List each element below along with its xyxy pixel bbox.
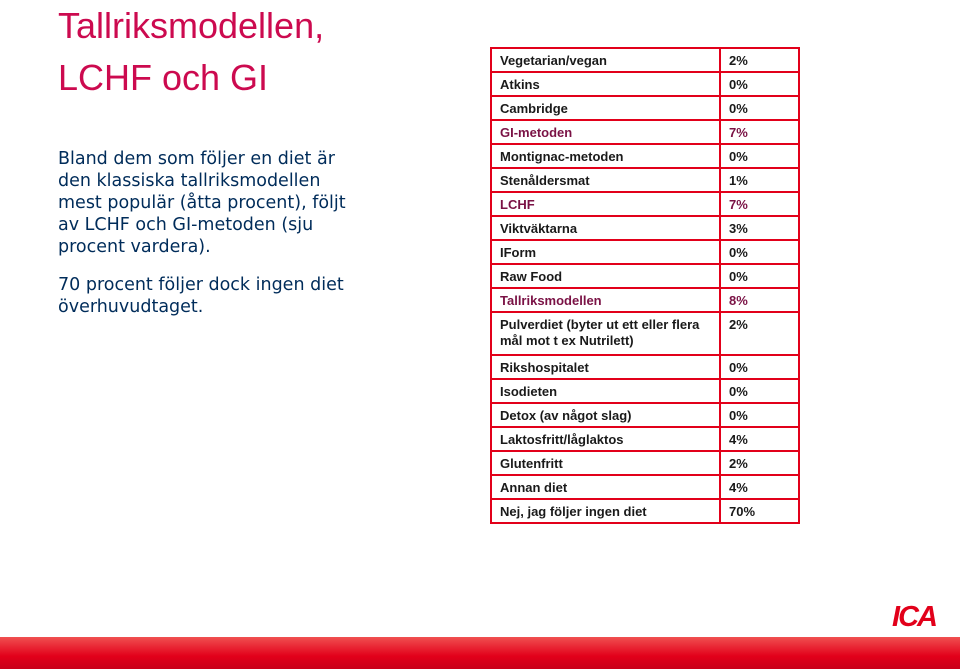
diet-name: Pulverdiet (byter ut ett eller flera mål mot t ex Nutrilett)	[491, 312, 720, 355]
diet-percent: 7%	[720, 192, 799, 216]
diet-name: Vegetarian/vegan	[491, 48, 720, 72]
diet-name: Atkins	[491, 72, 720, 96]
diet-name: Nej, jag följer ingen diet	[491, 499, 720, 523]
diet-percent: 1%	[720, 168, 799, 192]
diet-name: Raw Food	[491, 264, 720, 288]
table-row	[491, 379, 799, 403]
diet-name: GI-metoden	[491, 120, 720, 144]
table-row	[491, 403, 799, 427]
page-title	[58, 0, 324, 104]
diet-percent: 0%	[720, 240, 799, 264]
diet-percent: 2%	[720, 48, 799, 72]
body-paragraph-2: 70 procent följer dock ingen diet överhuvudtaget.	[58, 275, 344, 317]
diet-name: Viktväktarna	[491, 216, 720, 240]
body-text	[58, 148, 358, 334]
diet-percent: 0%	[720, 355, 799, 379]
diet-name: Cambridge	[491, 96, 720, 120]
table-row	[491, 144, 799, 168]
body-paragraph-1: Bland dem som följer en diet är den klassiska tallriksmodellen mest populär (åtta procent), följt av LCHF och GI-metoden (sju procent vardera).	[58, 149, 346, 257]
table-row-highlight	[491, 192, 799, 216]
diet-percent: 0%	[720, 403, 799, 427]
diet-percent: 4%	[720, 427, 799, 451]
footer-bar	[0, 637, 960, 669]
diet-percent: 8%	[720, 288, 799, 312]
table-row	[491, 168, 799, 192]
table-row	[491, 72, 799, 96]
diet-percent: 0%	[720, 379, 799, 403]
table-row	[491, 48, 799, 72]
table-row-highlight	[491, 288, 799, 312]
table-row	[491, 499, 799, 523]
diet-percent: 3%	[720, 216, 799, 240]
diet-name: Rikshospitalet	[491, 355, 720, 379]
diet-name: Tallriksmodellen	[491, 288, 720, 312]
diet-name: Glutenfritt	[491, 451, 720, 475]
diet-name: Detox (av något slag)	[491, 403, 720, 427]
diet-name: Laktosfritt/låglaktos	[491, 427, 720, 451]
ica-logo-icon	[885, 600, 943, 630]
diet-percent: 2%	[720, 312, 799, 355]
table-row	[491, 355, 799, 379]
diet-name: Stenåldersmat	[491, 168, 720, 192]
table-row	[491, 96, 799, 120]
title-line-1: Tallriksmodellen,	[58, 5, 325, 46]
diet-percent: 70%	[720, 499, 799, 523]
diet-table	[490, 47, 800, 524]
diet-percent: 0%	[720, 264, 799, 288]
table-row	[491, 475, 799, 499]
diet-percent: 4%	[720, 475, 799, 499]
diet-name: LCHF	[491, 192, 720, 216]
table-row	[491, 312, 799, 355]
table-row	[491, 240, 799, 264]
diet-percent: 2%	[720, 451, 799, 475]
logo-text: ICA	[892, 601, 936, 630]
diet-name: Annan diet	[491, 475, 720, 499]
diet-name: Montignac-metoden	[491, 144, 720, 168]
diet-percent: 0%	[720, 144, 799, 168]
diet-percent: 7%	[720, 120, 799, 144]
diet-percent: 0%	[720, 72, 799, 96]
table-row	[491, 451, 799, 475]
diet-name: Isodieten	[491, 379, 720, 403]
table-row-highlight	[491, 120, 799, 144]
title-line-2: LCHF och GI	[58, 57, 269, 98]
table-row	[491, 264, 799, 288]
table-row	[491, 427, 799, 451]
diet-name: IForm	[491, 240, 720, 264]
table-row	[491, 216, 799, 240]
diet-percent: 0%	[720, 96, 799, 120]
